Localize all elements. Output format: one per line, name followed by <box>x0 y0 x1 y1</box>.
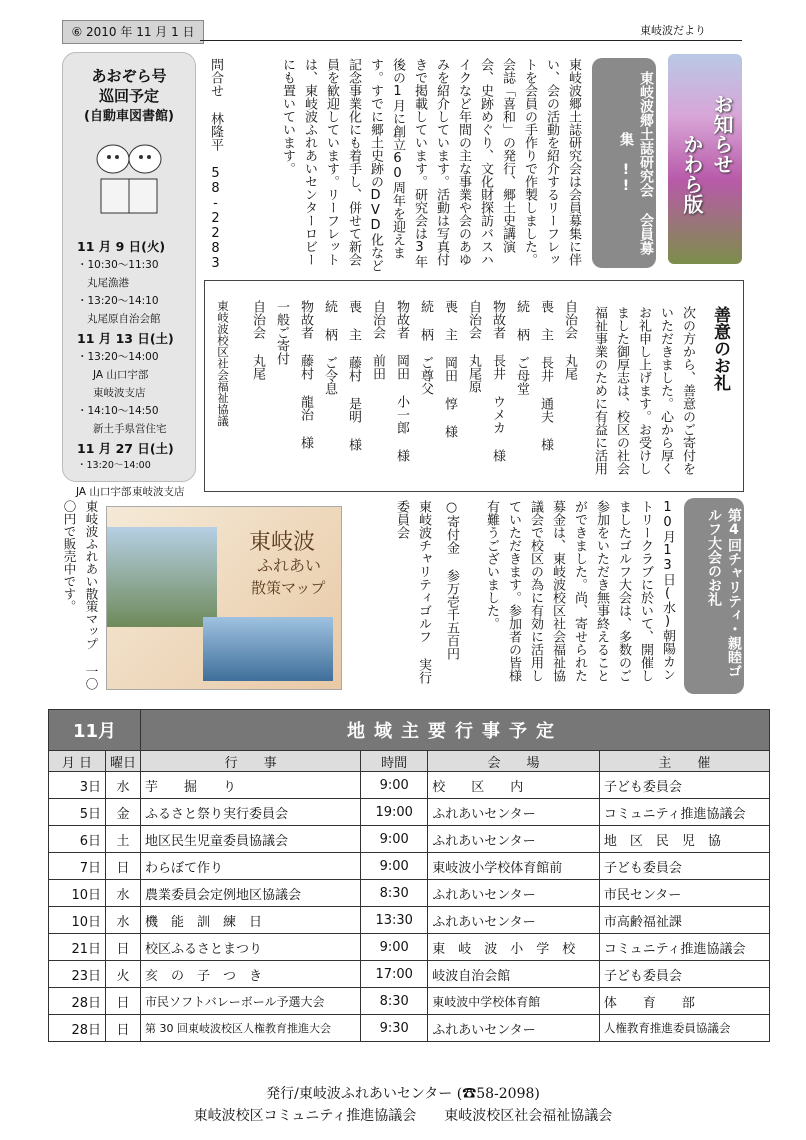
col-dow: 曜日 <box>106 751 141 772</box>
cell-host: 人権教育推進委員協議会 <box>599 1015 769 1042</box>
schedule-time: ・10:30～11:30 <box>77 259 159 271</box>
donation-line: 喪 主 長井 通夫 様 <box>538 300 553 451</box>
table-row <box>49 988 770 1015</box>
donation-line: 続 柄 ご尊父 <box>418 300 433 395</box>
table-row <box>49 907 770 934</box>
donation-line: 一般ご寄付 <box>274 300 289 365</box>
cell-host: 市民センター <box>599 880 769 907</box>
cell-date: 6日 <box>49 826 106 853</box>
cell-event: 農業委員会定例地区協議会 <box>141 880 361 907</box>
notice-subtitle: かわら版 <box>680 134 704 214</box>
cell-dow: 日 <box>106 853 141 880</box>
schedule-place: JA 山口宇部 <box>76 486 132 498</box>
donation-line: 喪 主 岡田 惇 様 <box>442 300 457 438</box>
bookmobile-subtitle: 巡回予定 <box>98 87 159 105</box>
cell-venue: ふれあいセンター <box>428 1015 600 1042</box>
schedule-time: ・14:10～14:50 <box>77 405 159 417</box>
cell-date: 5日 <box>49 799 106 826</box>
cell-date: 28日 <box>49 1015 106 1042</box>
cell-dow: 金 <box>106 799 141 826</box>
newsletter-name: 東岐波だより <box>640 24 706 37</box>
donation-line: 続 柄 ご母堂 <box>514 300 529 395</box>
donation-line: 喪 主 藤村 是明 様 <box>346 300 361 451</box>
table-row <box>49 853 770 880</box>
landscape-photo <box>107 527 217 627</box>
donation-org: 東岐波校区社会福祉協議 <box>216 300 230 427</box>
schedule-time: ・13:20～14:10 <box>77 295 159 307</box>
cell-venue: ふれあいセンター <box>428 907 600 934</box>
schedule-place: 東岐波支店 <box>93 387 146 399</box>
cell-dow: 火 <box>106 961 141 988</box>
col-venue: 会 場 <box>428 751 600 772</box>
col-time: 時間 <box>361 751 428 772</box>
cell-venue: ふれあいセンター <box>428 826 600 853</box>
cell-time: 19:00 <box>361 799 428 826</box>
schedule-date: 11 月 13 日(土) <box>77 331 174 346</box>
col-event: 行 事 <box>141 751 361 772</box>
cell-dow: 日 <box>106 934 141 961</box>
cell-event: 市民ソフトバレーボール予選大会 <box>141 988 361 1015</box>
col-host: 主 催 <box>599 751 769 772</box>
cell-time: 9:00 <box>361 934 428 961</box>
book-reading-mascot-icon <box>87 129 171 225</box>
walking-map-image <box>106 506 342 690</box>
table-row <box>49 1015 770 1042</box>
donation-line: 自治会 丸尾 <box>250 300 265 380</box>
cell-time: 17:00 <box>361 961 428 988</box>
cell-venue: ふれあいセンター <box>428 799 600 826</box>
cell-host: コミュニティ推進協議会 <box>599 799 769 826</box>
donation-line: 物故者 長井 ウメカ 様 <box>490 300 505 462</box>
schedule-time: ・13:20～14:00 <box>77 351 159 363</box>
cell-dow: 水 <box>106 880 141 907</box>
map-subtitle: ふれあい <box>257 556 322 575</box>
cell-time: 9:00 <box>361 853 428 880</box>
donation-line: 自治会 丸尾原 <box>466 300 481 393</box>
schedule-time: ・13:20～14:00 <box>77 460 151 471</box>
map-caption: 散策マップ <box>251 579 326 597</box>
kyodo-banner: 東岐波郷土誌研究会 会員募集 !! <box>592 58 656 268</box>
schedule-place: 丸尾原自治会館 <box>87 313 161 325</box>
cell-event: 亥 の 子 つ き <box>141 961 361 988</box>
golf-org: 東岐波チャリティゴルフ 実行委員会 <box>394 500 431 684</box>
kyodo-contact: 問合せ 林隆平 58-2283 <box>208 58 223 271</box>
event-schedule-table <box>48 709 770 1042</box>
table-row <box>49 880 770 907</box>
cell-time: 9:30 <box>361 1015 428 1042</box>
cell-dow: 水 <box>106 772 141 799</box>
cell-event: 機 能 訓 練 日 <box>141 907 361 934</box>
cell-date: 10日 <box>49 880 106 907</box>
cosmos-photo <box>668 54 742 264</box>
cell-dow: 日 <box>106 988 141 1015</box>
table-row <box>49 961 770 988</box>
schedule-place: 東岐波支店 <box>132 486 185 498</box>
coast-photo <box>203 617 333 681</box>
schedule-date: 11 月 27 日(土) <box>77 441 174 456</box>
cell-time: 9:00 <box>361 826 428 853</box>
donation-line: 自治会 前田 <box>370 300 385 380</box>
kyodo-body: 東岐波郷土誌研究会は会員募集に伴い、会の活動を紹介するリーフレットを会員の手作りで作製しました。会誌「喜和」の発行、郷土史講演会、史跡めぐり、文化財探訪バスハイクなど年間の主な事業や会のあゆみを紹介しています。活動は写真付きで掲載しています。研究会は3年後の1月に創立60周年を迎えます。すでに郷土史跡のDVD化など記念事業化にも着手し、併せて新会員を歓迎しています。リーフレットは、東岐波ふれあいセンターロビーにも置いています。 <box>280 58 581 272</box>
donation-line: 続 柄 ご令息 <box>322 300 337 395</box>
golf-banner: 第4回チャリティ・親睦ゴルフ大会のお礼 <box>684 498 744 694</box>
publisher-line: 発行/東岐波ふれあいセンター (☎58-2098) <box>266 1086 540 1102</box>
donation-line: 自治会 丸尾 <box>562 300 577 380</box>
cell-host: 市高齢福祉課 <box>599 907 769 934</box>
page-date: ⑥ 2010 年 11 月 1 日 <box>62 20 204 44</box>
golf-body: 10月13日(水)朝陽カントリークラブに於いて、開催しましたゴルフ大会は、多数のご参加をいただき無事終えることができました。尚、寄せられた募金は、東岐波校区社会福祉協議会で校区の為に有効に活用していただきます。参加者の皆様有難うございました。 <box>484 500 675 682</box>
cell-event: 校区ふるさとまつり <box>141 934 361 961</box>
cell-host: 地 区 民 児 協 <box>599 826 769 853</box>
golf-amount: ○寄付金 参万壱千五百円 <box>444 500 459 660</box>
cell-event: わらぼて作り <box>141 853 361 880</box>
table-row <box>49 934 770 961</box>
schedule-place: 丸尾漁港 <box>87 277 129 289</box>
header-rule <box>200 40 742 41</box>
col-date: 月 日 <box>49 751 106 772</box>
cell-date: 10日 <box>49 907 106 934</box>
cell-event: ふるさと祭り実行委員会 <box>141 799 361 826</box>
bookmobile-box <box>62 52 196 482</box>
schedule-place: JA 山口宇部 <box>93 369 149 381</box>
cell-date: 3日 <box>49 772 106 799</box>
cell-host: 体 育 部 <box>599 988 769 1015</box>
cell-date: 7日 <box>49 853 106 880</box>
cell-date: 21日 <box>49 934 106 961</box>
bookmobile-title: あおぞら号 <box>91 67 167 85</box>
cell-dow: 土 <box>106 826 141 853</box>
table-month: 11月 <box>49 710 141 751</box>
cell-host: 子ども委員会 <box>599 961 769 988</box>
table-row <box>49 799 770 826</box>
cell-host: コミュニティ推進協議会 <box>599 934 769 961</box>
cell-time: 13:30 <box>361 907 428 934</box>
cell-venue: 東 岐 波 小 学 校 <box>428 934 600 961</box>
cell-date: 28日 <box>49 988 106 1015</box>
cell-event: 地区民生児童委員協議会 <box>141 826 361 853</box>
cell-event: 芋 掘 り <box>141 772 361 799</box>
donation-line: 物故者 岡田 小一郎 様 <box>394 300 409 462</box>
organizers-line: 東岐波校区コミュニティ推進協議会 東岐波校区社会福祉協議会 <box>193 1108 613 1124</box>
bookmobile-caption: (自動車図書館) <box>84 109 174 124</box>
cell-time: 8:30 <box>361 988 428 1015</box>
donation-list <box>236 300 580 484</box>
donation-body: 次の方から、善意のご寄付をいただきました。心から厚くお礼申し上げます。お受けしました御厚志は、校区の社会福祉事業のために有益に活用 <box>592 306 695 475</box>
schedule-place: 新土手県営住宅 <box>93 423 167 435</box>
table-title: 地域主要行事予定 <box>141 710 770 751</box>
cell-venue: 岐波自治会館 <box>428 961 600 988</box>
cell-venue: 東岐波小学校体育館前 <box>428 853 600 880</box>
cell-host: 子ども委員会 <box>599 772 769 799</box>
cell-host: 子ども委員会 <box>599 853 769 880</box>
cell-dow: 日 <box>106 1015 141 1042</box>
map-sale-note: 東岐波ふれあい散策マップ 一〇〇円で販売中です。 <box>62 500 99 690</box>
table-row <box>49 826 770 853</box>
cell-venue: 校 区 内 <box>428 772 600 799</box>
table-row <box>49 772 770 799</box>
cell-time: 8:30 <box>361 880 428 907</box>
cell-time: 9:00 <box>361 772 428 799</box>
cell-dow: 水 <box>106 907 141 934</box>
cell-event: 第 30 回東岐波校区人権教育推進大会 <box>141 1015 361 1042</box>
cell-venue: 東岐波中学校体育館 <box>428 988 600 1015</box>
cell-venue: ふれあいセンター <box>428 880 600 907</box>
notice-title: お知らせ <box>710 94 734 174</box>
cell-date: 23日 <box>49 961 106 988</box>
donation-line: 物故者 藤村 龍治 様 <box>298 300 313 449</box>
donation-title: 善意のお礼 <box>710 306 730 391</box>
map-title: 東岐波 <box>249 530 316 555</box>
schedule-date: 11 月 9 日(火) <box>77 239 166 254</box>
